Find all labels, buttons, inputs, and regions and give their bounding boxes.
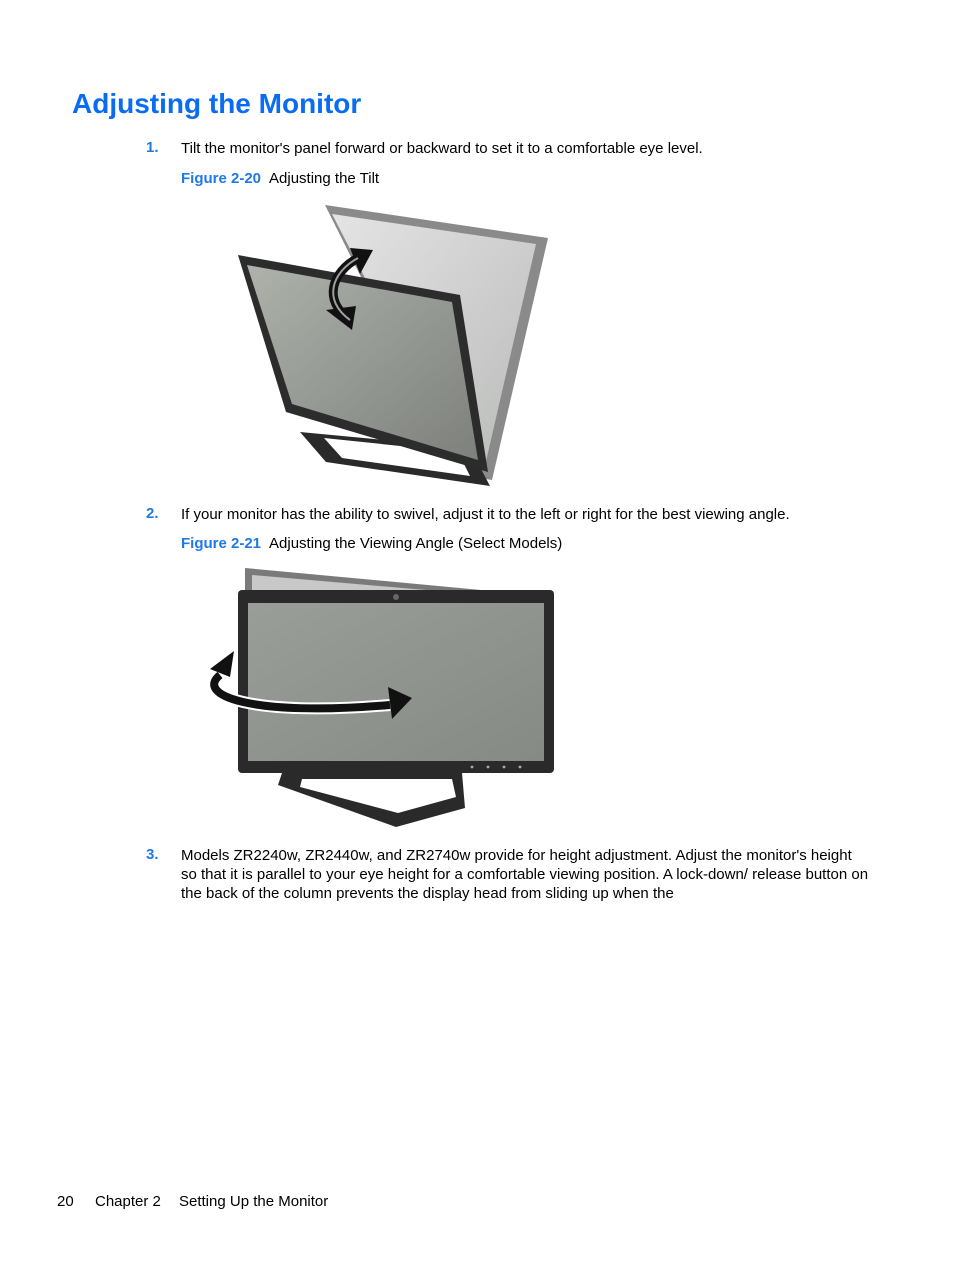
step-2-text: If your monitor has the ability to swivel, adjust it to the left or right for the best viewing angle.: [181, 506, 790, 523]
footer-section: Setting Up the Monitor: [179, 1193, 329, 1210]
figure-2-20-label: Figure 2-20: [181, 170, 262, 187]
tilt-illustration: [230, 200, 560, 490]
figure-2-21-label: Figure 2-21: [181, 535, 262, 552]
step-1-number: 1.: [146, 139, 159, 156]
step-3-text: Models ZR2240w, ZR2440w, and ZR2740w provide for height adjustment. Adjust the monitor's height so that it is parallel to your eye height for a comfortable viewing position. A lock-down/ release button on the back of the column prevents the display head from sliding up when the: [181, 847, 869, 902]
footer-chapter: Chapter 2: [95, 1193, 161, 1210]
step-3-number: 3.: [146, 846, 159, 863]
figure-2-21-title: Adjusting the Viewing Angle (Select Models): [269, 535, 563, 552]
step-1-text: Tilt the monitor's panel forward or backward to set it to a comfortable eye level.: [181, 140, 703, 157]
figure-2-20-title: Adjusting the Tilt: [269, 170, 380, 187]
page-title: Adjusting the Monitor: [72, 88, 362, 119]
swivel-illustration: [190, 565, 560, 830]
figure-2-20-caption: [181, 170, 379, 187]
figure-2-21-caption: [181, 535, 562, 552]
footer-page-number: 20: [57, 1193, 74, 1210]
step-2-number: 2.: [146, 505, 159, 522]
